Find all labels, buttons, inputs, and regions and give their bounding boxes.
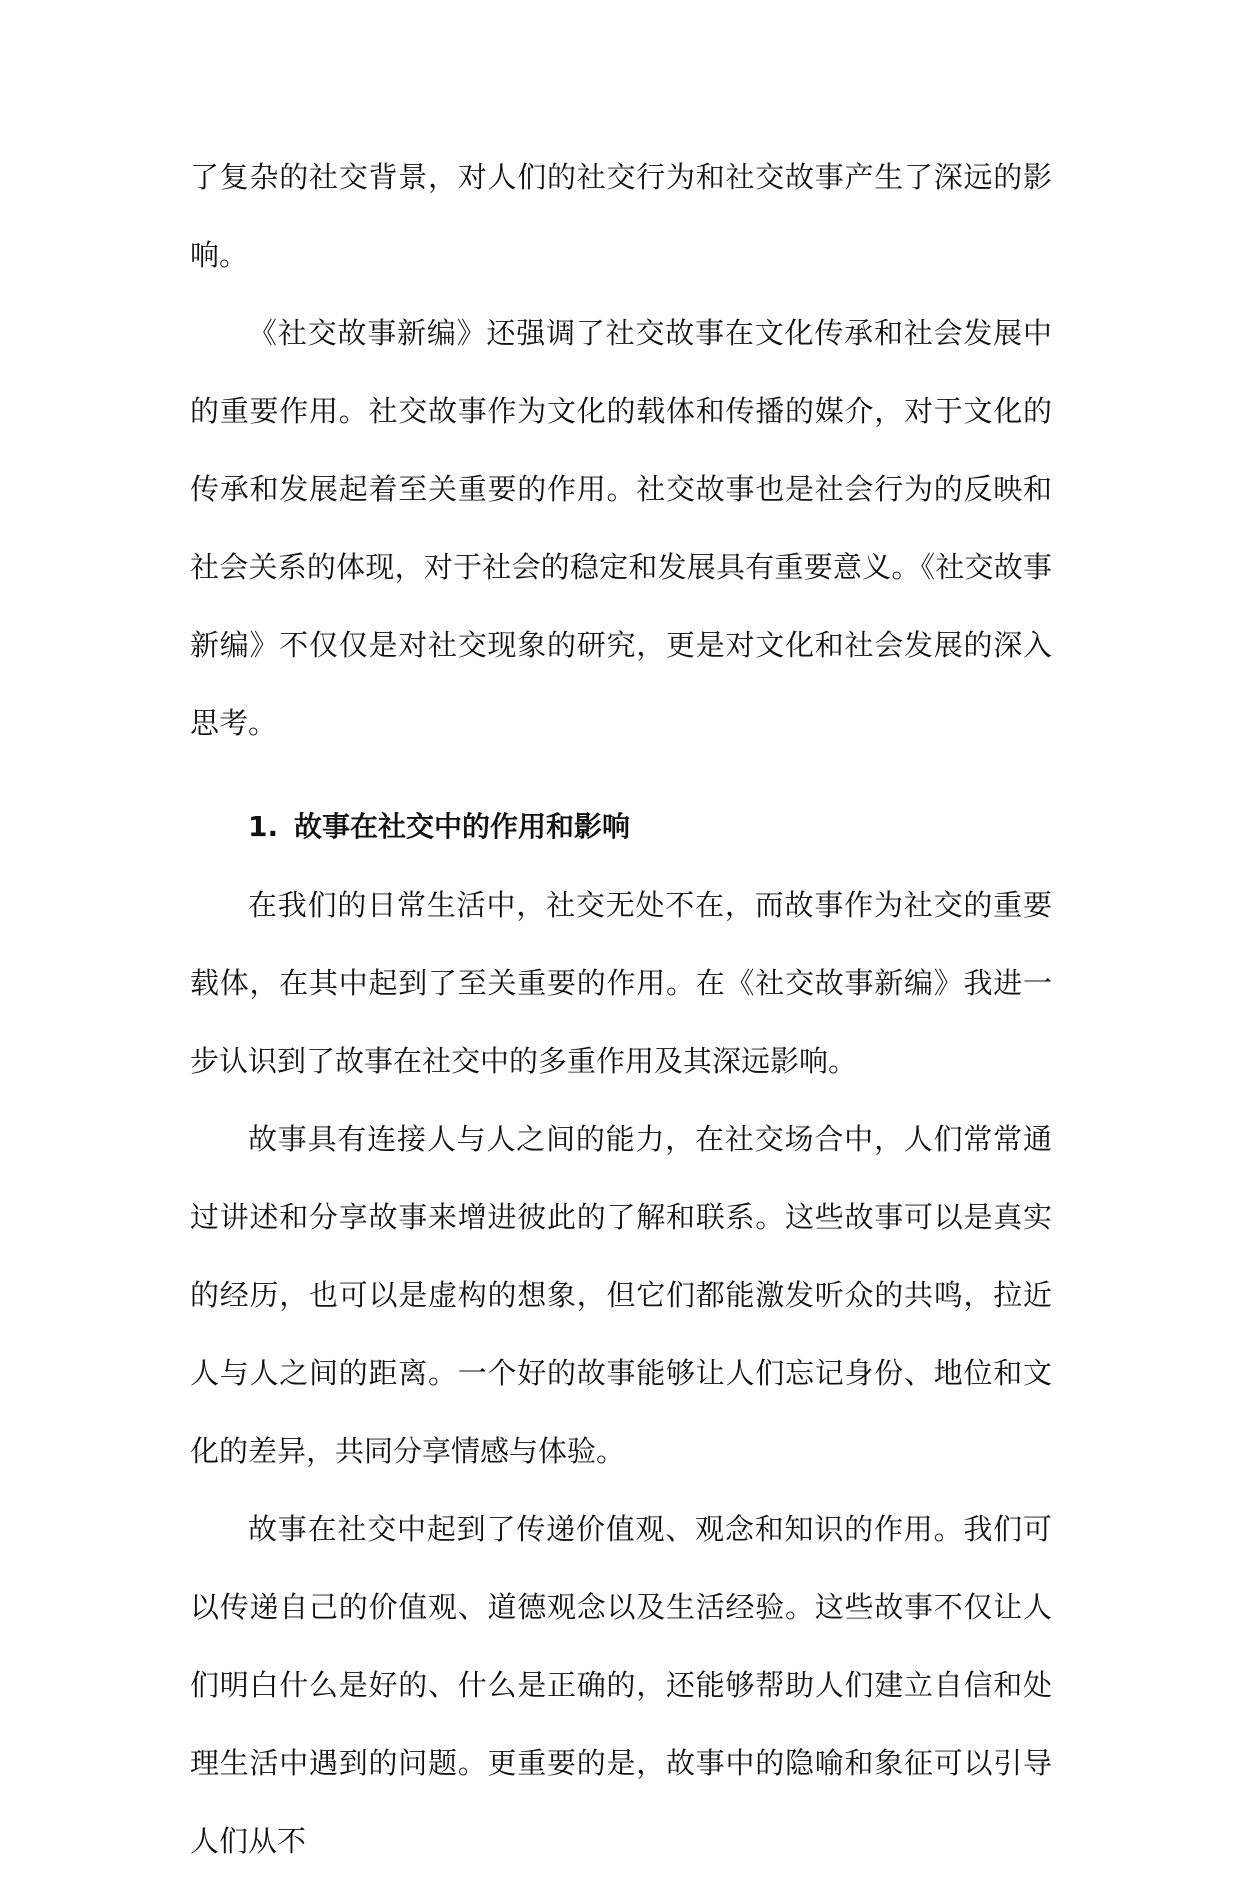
- paragraph: 故事在社交中起到了传递价值观、观念和知识的作用。我们可以传递自己的价值观、道德观念以及生活经验。这些故事不仅让人们明白什么是好的、什么是正确的，还能够帮助人们建立自信和处理生活中遇到的问题。更重要的是，故事中的隐喻和象征可以引导人们从不: [190, 1512, 1052, 1858]
- document-body: [190, 138, 1052, 1880]
- section-title: 故事在社交中的作用和影响: [294, 810, 631, 843]
- paragraph: 《社交故事新编》还强调了社交故事在文化传承和社会发展中的重要作用。社交故事作为文化的载体和传播的媒介，对于文化的传承和发展起着至关重要的作用。社交故事也是社会行为的反映和社会关系的体现，对于社会的稳定和发展具有重要意义。《社交故事新编》不仅仅是对社交现象的研究，更是对文化和社会发展的深入思考。: [190, 316, 1052, 740]
- section-heading: [190, 788, 1052, 866]
- paragraph-continuation: 了复杂的社交背景，对人们的社交行为和社交故事产生了深远的影响。: [190, 160, 1052, 272]
- section-number: 1.: [248, 810, 279, 843]
- paragraph: 在我们的日常生活中，社交无处不在，而故事作为社交的重要载体，在其中起到了至关重要的作用。在《社交故事新编》我进一步认识到了故事在社交中的多重作用及其深远影响。: [190, 888, 1052, 1078]
- paragraph: 故事具有连接人与人之间的能力，在社交场合中，人们常常通过讲述和分享故事来增进彼此的了解和联系。这些故事可以是真实的经历，也可以是虚构的想象，但它们都能激发听众的共鸣，拉近人与人之间的距离。一个好的故事能够让人们忘记身份、地位和文化的差异，共同分享情感与体验。: [190, 1122, 1052, 1468]
